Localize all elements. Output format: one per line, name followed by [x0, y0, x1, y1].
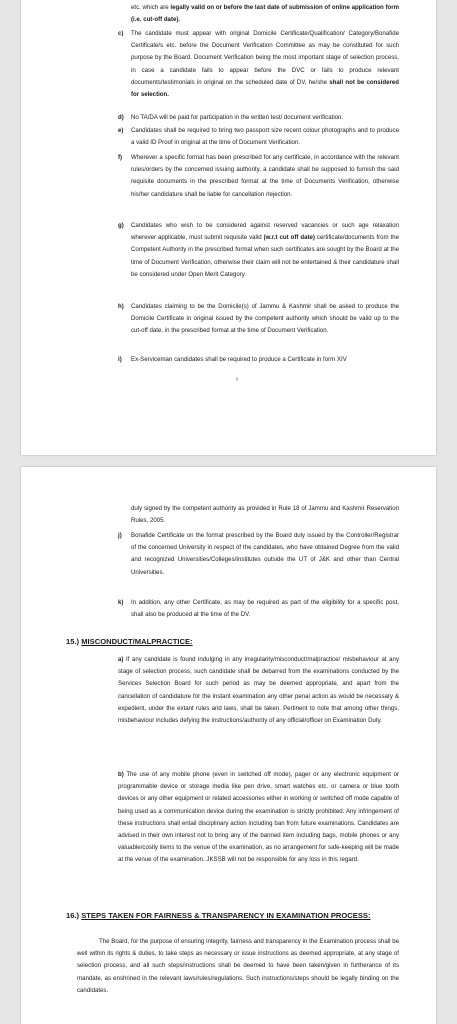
- document-page-1: [21, 0, 436, 455]
- clause-f: f) Wherever a specific format has been prescribed for any certificate, in accordance with the relevant rules/orders by the concerned issuing authority, a candidate shall be supposed to furnish the said requisite documents in the prescribed format at the time of Documents Verification, otherwise his/her candidature shall be liable for cancellation /rejection.: [118, 154, 399, 198]
- clause-g: g) Candidates who wish to be considered against reserved vacancies or such age relaxation wherever applicable, must submit requisite valid (w.r.t cut off date) certificate/documents from the Competent Authority in the prescribed format when such certificates are sought by the Board at the time of Document Verification, otherwise their claim will not be entertained & their candidature shall be considered under Open Merit Category.: [118, 222, 399, 278]
- section-16-heading: 16.) STEPS TAKEN FOR FAIRNESS & TRANSPARENCY IN EXAMINATION PROCESS:: [66, 911, 371, 920]
- clause-label: k): [118, 599, 124, 606]
- clause-label: j): [118, 532, 122, 539]
- clause-k: k) In addition, any other Certificate, as may be required as part of the eligibility for a specific post, shall also be produced at the time of the DV.: [118, 599, 399, 619]
- clause-label: b): [118, 771, 124, 778]
- scan-mark: [236, 377, 238, 381]
- clause-h: h) Candidates claiming to be the Domicile(s) of Jammu & Kashmir shall be asked to produce the Domicile Certificate in original issued by the competent authority which should be valid up to the cut-off date, in the prescribed format at the time of Document Verification.: [118, 303, 399, 335]
- clause-j: j) Bonafide Certificate on the format prescribed by the Board duly issued by the Controller/Registrar of the concerned University in respect of the candidates, who have obtained Degree from the valid and recognized Universities/Colleges/Institutes outside the UT of J&K and other than Central Universities.: [118, 532, 399, 576]
- clause-label: g): [118, 222, 124, 229]
- clause-label: e): [118, 127, 124, 134]
- clause-label: d): [118, 114, 124, 121]
- clause-d: d) No TA/DA will be paid for participation in the written test/ document verification.: [131, 112, 399, 124]
- clause-b-continuation: etc. which are legally valid on or before the last date of submission of online application form (i.e. cut-off date).: [131, 4, 399, 24]
- clause-e: e) Candidates shall be required to bring two passport size recent colour photographs and to produce a valid ID Proof in original at the time of Document Verification.: [118, 127, 399, 147]
- clause-i-continuation: duly signed by the competent authority as provided in Rule 18 of Jammu and Kashmir Reservation Rules, 2005.: [131, 505, 399, 525]
- clause-label: h): [118, 303, 124, 310]
- clause-i: i) Ex-Serviceman candidates shall be required to produce a Certificate in form XIV: [131, 354, 399, 366]
- section-16-body: The Board, for the purpose of ensuring integrity, fairness and transparency in the Examination process shall be well within its rights & duties, to take steps as necessary or issue instructions as deemed appropriate, at any stage of selection process, and all such steps/instructions shall be deemed to have been taken/given in furtherance of its mandate, as enshrined in the relevant laws/rules/regulations. Such instructions/steps should be legally binding on the candidates.: [77, 938, 399, 994]
- clause-label: f): [118, 154, 123, 161]
- clause-label: a): [118, 656, 124, 663]
- clause-label: c): [118, 30, 124, 37]
- misconduct-clause-b: b) The use of any mobile phone (even in switched off mode), pager or any electronic equipment or programmable device or storage media like pen drive, smart watches etc. or camera or blue tooth devices or any other equipment or related accessories either in working or switched off mode capable of being used as a communication device during the examination is strictly prohibited. Any infringement of these instructions shall entail disciplinary action including ban from future examinations. Candidates are advised in their own interest not to bring any of the banned item including bags, mobile phones or any valuable/costly items to the venue of the examination, as no arrangement for safe-keeping will be made at the venue of the examination. JKSSB will not be responsible for any loss in this regard.: [118, 771, 399, 864]
- misconduct-clause-a: a) If any candidate is found indulging in any irregularity/misconduct/malpractice/ misbehaviour at any stage of selection process, such candidate shall be debarred from the examinations conducted by the Services Selection Board for such period as may be deemed appropriate, and apart from the cancellation of candidature for the instant examination any other penal action as would be necessary & expedient, under the extant rules and laws, shall be taken. Pertinent to note that among other things, misbehaviour includes defying the instructions/authority of any official/officer on Examination Duty.: [118, 656, 399, 725]
- clause-label: i): [118, 356, 122, 363]
- document-page-2: [21, 467, 436, 1024]
- clause-c: c) The candidate must appear with original Domicile Certificate/Qualification/ Category/Bonafide Certificate/s etc. before the Document Verification Committee as may be constituted for such purpose by the Board. Document Verification being the most important stage of selection process, in case a candidate fails to appear before the DVC or fails to produce relevant documents/testimonials in original on the scheduled date of DV, he/she shall not be considered for selection.: [118, 30, 399, 99]
- section-15-heading: 15.) MISCONDUCT/MALPRACTICE:: [66, 637, 193, 646]
